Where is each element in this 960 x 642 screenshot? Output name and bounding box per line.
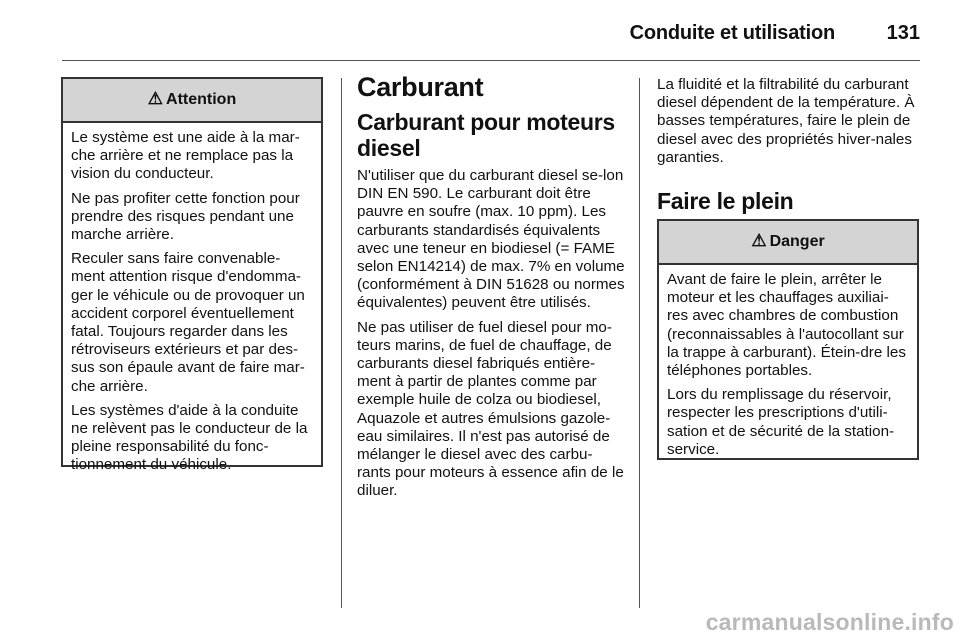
body-paragraph: N'utiliser que du carburant diesel se-lon DIN EN 590. Le carburant doit être pauvre en soufre (max. 10 ppm). Les carburants standardisés équivalents avec une teneur en biodiesel (= FAME selon EN14214) de max. 7% en volume (conformément à DIN 51628 ou normes équivalentes) peuvent être utilisés.: [357, 167, 625, 312]
attention-paragraph: Ne pas profiter cette fonction pour prendre des risques pendant une marche arrière.: [71, 189, 300, 244]
danger-paragraph: Lors du remplissage du réservoir, respecter les prescriptions d'utili-sation et de sécurité de la station-service.: [667, 386, 895, 458]
danger-box-body: [659, 265, 917, 471]
body-paragraph: La fluidité et la filtrabilité du carburant diesel dépendent de la température. À basses températures, faire le plein de diesel avec des propriétés hiver-nales garanties.: [657, 76, 915, 166]
page-header: [0, 0, 960, 62]
attention-paragraph: Reculer sans faire convenable-ment attention risque d'endomma-ger le véhicule ou de provoquer un accident corporel éventuellement fatal. Toujours regarder dans les rétroviseurs extérieurs et par des-sus son épaule avant de faire mar-che arrière.: [71, 250, 305, 395]
warning-triangle-icon: ⚠: [751, 231, 767, 250]
section-title: Conduite et utilisation: [629, 22, 835, 44]
attention-title: Attention: [166, 91, 237, 108]
subsection-heading: Faire le plein: [657, 188, 794, 214]
subsection-heading: Carburant pour moteurs diesel: [357, 109, 615, 161]
column-divider-right: [639, 78, 640, 608]
danger-title: Danger: [769, 233, 825, 250]
column-divider-left: [341, 78, 342, 608]
warning-triangle-icon: ⚠: [147, 89, 164, 108]
danger-paragraph: Avant de faire le plein, arrêter le moteur et les chauffages auxiliai-res avec chambres de combustion (reconnaissables à l'autocollant sur la trappe à carburant). Étein-dre les téléphones portables.: [667, 271, 906, 380]
section-heading: Carburant: [357, 72, 484, 102]
attention-paragraph: Le système est une aide à la mar-che arrière et ne remplace pas la vision du conducteur.: [71, 129, 300, 183]
right-column: [657, 76, 925, 173]
danger-box-header: [659, 221, 917, 265]
body-paragraph: Ne pas utiliser de fuel diesel pour mo-teurs marins, de fuel de chauffage, de carburants diesel fabriqués entière-ment à partir de plantes comme par exemple huile de colza ou biodiesel, Aquazole et autres émulsions gazole-eau similaires. Il n'est pas autorisé de mélanger le diesel avec des carbu-rants pour moteurs à essence afin de le diluer.: [357, 318, 624, 500]
watermark-text: carmanualsonline.info: [705, 609, 954, 635]
header-divider: [62, 60, 920, 61]
middle-column: [357, 72, 625, 507]
danger-box: [657, 219, 919, 460]
page-number: 131: [886, 22, 920, 44]
attention-box: [61, 77, 323, 474]
attention-box-body: [63, 123, 321, 487]
attention-paragraph: Les systèmes d'aide à la conduite ne relèvent pas le conducteur de la pleine responsabilité du fonc-tionnement du véhicule.: [71, 401, 308, 474]
attention-box-header: [63, 79, 321, 123]
